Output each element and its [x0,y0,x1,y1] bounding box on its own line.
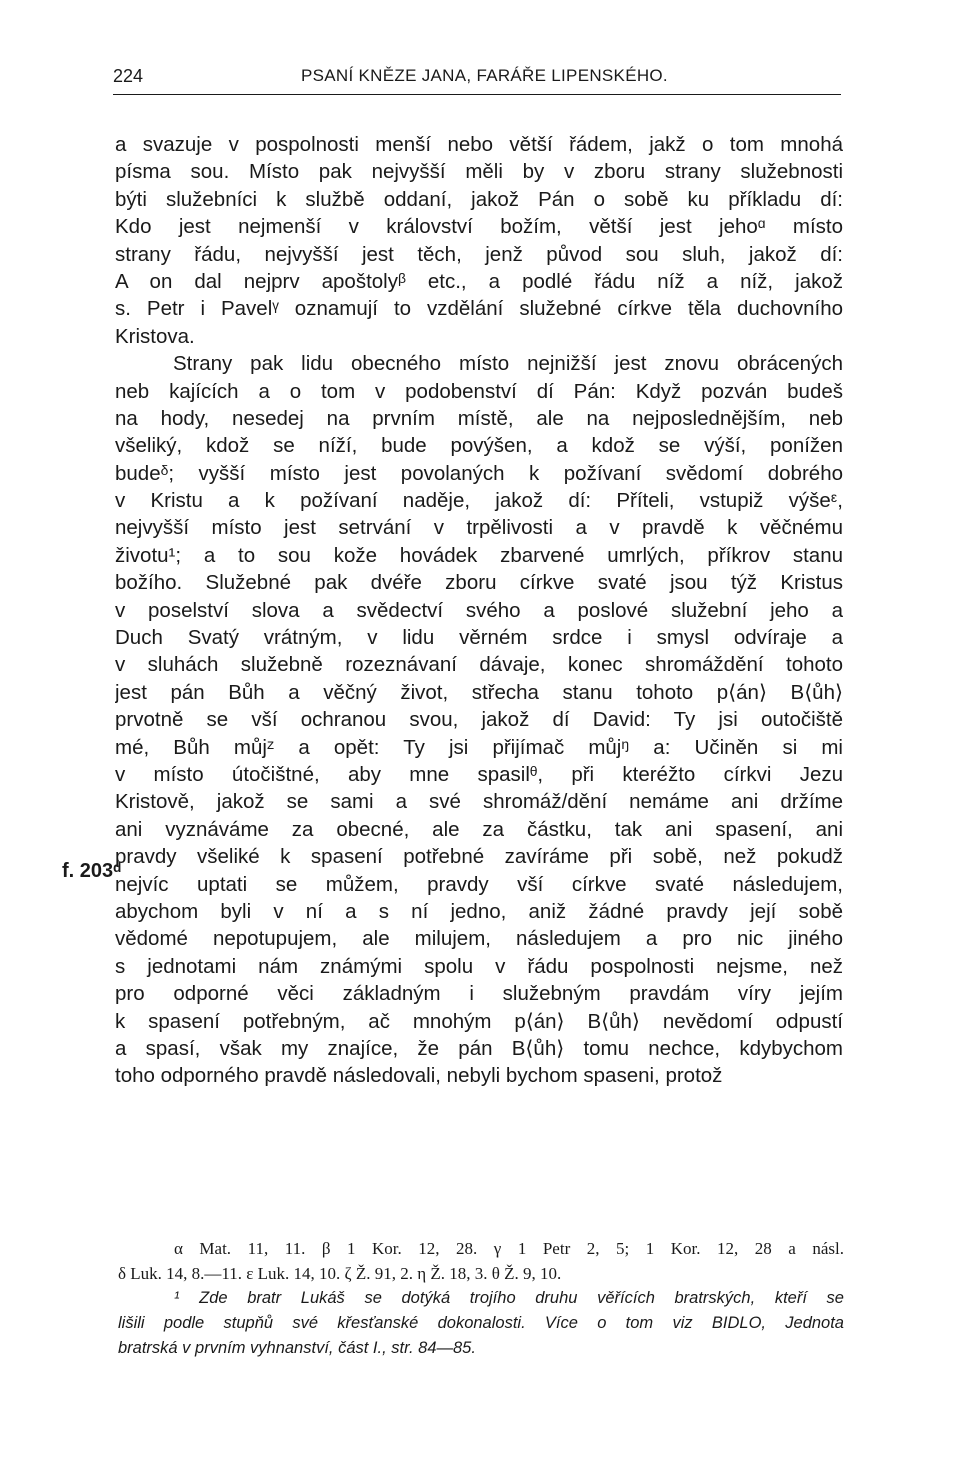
text-line: a spasí, však my znajíce, že pán B⟨ůh⟩ tomu nechce, kdybychom [115,1036,843,1060]
text-line: ani vyznáváme za obecné, ale za částku, tak ani spasení, ani [115,817,843,841]
text-line: k spasení potřebným, ač mnohým p⟨án⟩ B⟨ůh⟩ nevědomí odpustí [115,1009,843,1033]
text-line: mé, Bůh můjᶻ a opět: Ty jsi přijímač můjᵑ a: Učiněn si mi [115,735,843,759]
text-line: Duch Svatý vrátným, v lidu věrném srdce i smysl odvíraje a [115,626,843,650]
text-line: jest pán Bůh a věčný život, střecha stanu tohoto p⟨án⟩ B⟨ůh⟩ [115,680,843,704]
text-line: v sluhách služebně rozeznávaní dávaje, konec shromáždění tohoto [115,653,843,677]
body-text [115,131,843,1090]
text-line: vědomé nepotupujem, ale milujem, následujem a pro nic jiného [115,927,843,951]
text-line: strany řádu, nejvyšší jest těch, jenž původ sou sluh, jakož dí: [115,242,843,266]
text-line: v poselství slova a svědectví svého a poslové služební jeho a [115,598,843,622]
text-line: na hody, nesedej na prvním místě, ale na nejposlednějším, neb [115,406,843,430]
text-line: životu¹; a to sou kože hovádek zbarvené umrlých, příkrov stanu [115,543,843,567]
footnote-line: ¹ Zde bratr Lukáš se dotýká trojího druhu věřících bratrských, kteří se [174,1289,844,1307]
text-line: Kristova. [115,324,195,348]
text-line: pro odporné věci základným i služebným pravdám víry jejím [115,982,843,1006]
text-line: a svazuje v pospolnosti menší nebo větší řádem, jakž o tom mnohá [115,133,843,156]
text-line: v místo útočištné, aby mne spasilᶿ, při kteréžto církvi Jezu [115,762,843,786]
footnote-line: lišili podle stupňů své křesťanské dokonalosti. Více o tom viz BIDLO, Jednota [118,1314,844,1332]
footnote-line: α Mat. 11, 11. β 1 Kor. 12, 28. γ 1 Petr 2, 5; 1 Kor. 12, 28 a násl. [174,1239,844,1258]
footnote-line: bratrská v prvním vyhnanství, část I., str. 84—85. [118,1339,476,1357]
footnotes [118,1236,844,1361]
text-line: pravdy všeliké k spasení potřebné zavíráme při sobě, než pokudž [115,845,843,869]
text-line: nejvíc uptati se můžem, pravdy vší církve svaté následujem, [115,872,843,896]
text-line: božího. Služebné pak dvéře zboru církve svaté jsou týž Kristus [115,571,843,595]
text-line: prvotně se vší ochranou svou, jakož dí David: Ty jsi outočiště [115,708,843,732]
text-line: A on dal nejprv apoštolyᵝ etc., a podlé řádu níž a níž, jakož [115,269,843,293]
text-line: Strany pak lidu obecného místo nejnižší jest znovu obrácených [173,352,843,376]
text-line: býti služebníci k službě oddaní, jakož Pán o sobě ku příkladu dí: [115,187,843,211]
text-line: s jednotami nám známými spolu v řádu pospolnosti nejsme, než [115,954,843,978]
text-line: neb kajících a o tom v podobenství dí Pán: Když pozván budeš [115,379,843,403]
text-line: písma sou. Místo pak nejvyšší měli by v zboru strany služebnosti [115,160,843,184]
page-number: 224 [113,66,144,86]
folio-margin-note: f. 203ᵈ [62,860,121,882]
text-line: toho odporného pravdě následovali, nebyli bychom spaseni, protož [115,1064,723,1088]
text-line: Kdo jest nejmenší v království božím, větší jest jehoᵅ místo [115,215,843,239]
running-head: PSANÍ KNĚZE JANA, FARÁŘE LIPENSKÉHO. [301,66,668,85]
text-line: abychom byli v ní a s ní jedno, aniž žádné pravdy její sobě [115,899,843,923]
text-line: v Kristu a k požívaní naděje, jakož dí: Příteli, vstupiž výšeᵋ, [115,489,843,513]
footnote-line: δ Luk. 14, 8.—11. ε Luk. 14, 10. ζ Ž. 91, 2. η Ž. 18, 3. θ Ž. 9, 10. [118,1264,562,1283]
text-line: s. Petr i Pavelᵞ oznamují to vzdělání služebné církve těla duchovního [115,297,843,321]
text-line: nejvyšší místo jest setrvání v trpělivosti a v pravdě k věčnému [115,516,843,540]
text-line: všeliký, kdož se níží, bude povýšen, a kdož se výší, ponížen [115,434,843,458]
text-line: budeᵟ; vyšší místo jest povolaných k požívaní svědomí dobrého [115,461,843,485]
page-header [113,64,841,95]
text-line: Kristově, jakož se sami a své shromáž/dění nemáme ani držíme [115,790,843,814]
